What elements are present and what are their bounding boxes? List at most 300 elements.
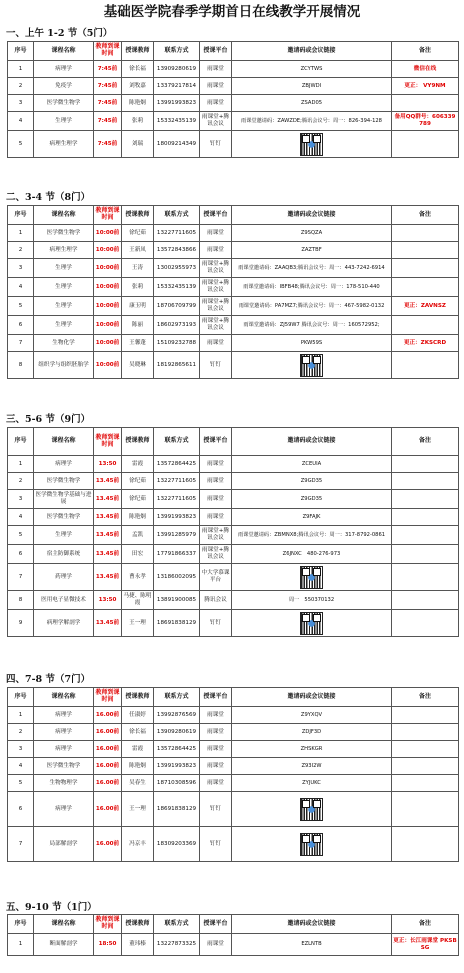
invite-code: [232, 564, 392, 591]
header-teacher: 授课教师: [122, 688, 154, 707]
row-number: 4: [8, 509, 34, 526]
teacher-name: 冯京丰: [122, 827, 154, 862]
header-platform: 授课平台: [200, 206, 232, 225]
teacher-name: 马捷、陈明霞: [122, 591, 154, 610]
teacher-name: 王涛: [122, 259, 154, 278]
header-teacher: 授课教师: [122, 428, 154, 456]
contact-phone: 13227873325: [154, 934, 200, 956]
invite-code: [232, 792, 392, 827]
row-number: 5: [8, 775, 34, 792]
platform: 雨课堂+腾讯会议: [200, 112, 232, 131]
course-name: 组织学与组织胚胎学: [34, 352, 94, 379]
row-number: 2: [8, 242, 34, 259]
row-number: 3: [8, 741, 34, 758]
platform: 雨课堂+腾讯会议: [200, 297, 232, 316]
course-name: 生物物理学: [34, 775, 94, 792]
header-teacher: 授课教师: [122, 42, 154, 61]
contact-phone: 13227711605: [154, 473, 200, 490]
remark: 更正： VY9NM: [392, 78, 459, 95]
teacher-name: 徐长福: [122, 61, 154, 78]
table-row: [8, 610, 459, 637]
table-header-row: [8, 42, 459, 61]
row-number: 2: [8, 473, 34, 490]
arrival-time: 10:00前: [94, 278, 122, 297]
teacher-name: 王新凤: [122, 242, 154, 259]
row-number: 6: [8, 545, 34, 564]
invite-code: Z93I2W: [232, 758, 392, 775]
table-header-row: [8, 206, 459, 225]
platform: 雨课堂: [200, 934, 232, 956]
teacher-name: 刘牧嘉: [122, 78, 154, 95]
platform: 钉钉: [200, 131, 232, 158]
arrival-time: 13.45前: [94, 526, 122, 545]
contact-phone: 15332435139: [154, 278, 200, 297]
row-number: 1: [8, 456, 34, 473]
table-row: [8, 827, 459, 862]
table-row: [8, 591, 459, 610]
remark: [392, 526, 459, 545]
arrival-time: 16.00前: [94, 724, 122, 741]
header-course: 课程名称: [34, 42, 94, 61]
row-number: 5: [8, 297, 34, 316]
invite-code: ZSAD05: [232, 95, 392, 112]
header-phone: 联系方式: [154, 915, 200, 934]
row-number: 3: [8, 259, 34, 278]
invite-code: [232, 352, 392, 379]
contact-phone: 18009214349: [154, 131, 200, 158]
qr-code-icon: [300, 798, 323, 821]
contact-phone: 13572843866: [154, 242, 200, 259]
teacher-name: 吴晓琳: [122, 352, 154, 379]
header-remark: 备注: [392, 206, 459, 225]
table-row: [8, 278, 459, 297]
contact-phone: 13572864425: [154, 456, 200, 473]
platform: 雨课堂: [200, 225, 232, 242]
contact-phone: 13891900085: [154, 591, 200, 610]
contact-phone: 13909280619: [154, 61, 200, 78]
invite-code: [232, 131, 392, 158]
header-time: 教师到课时间: [94, 915, 122, 934]
course-name: 病理学解剖学: [34, 610, 94, 637]
header-link: 邀请码或会议链接: [232, 915, 392, 934]
arrival-time: 10:00前: [94, 225, 122, 242]
contact-phone: 13002955973: [154, 259, 200, 278]
platform: 雨课堂: [200, 473, 232, 490]
section-title: 四、7-8 节（7门）: [6, 674, 91, 685]
course-name: 医用电子显微技术: [34, 591, 94, 610]
teacher-name: 刘瑞: [122, 131, 154, 158]
schedule-table: [7, 205, 459, 379]
row-number: 2: [8, 724, 34, 741]
table-row: [8, 112, 459, 131]
header-number: 序号: [8, 42, 34, 61]
arrival-time: 18:50: [94, 934, 122, 956]
arrival-time: 16.00前: [94, 758, 122, 775]
arrival-time: 16.00前: [94, 827, 122, 862]
remark: [392, 724, 459, 741]
header-remark: 备注: [392, 915, 459, 934]
contact-phone: 13227711605: [154, 225, 200, 242]
table-row: [8, 564, 459, 591]
schedule-table: [7, 41, 459, 158]
header-link: 邀请码或会议链接: [232, 206, 392, 225]
table-row: [8, 792, 459, 827]
arrival-time: 16.00前: [94, 741, 122, 758]
teacher-name: 陈艳炯: [122, 95, 154, 112]
arrival-time: 13.45前: [94, 490, 122, 509]
remark: [392, 259, 459, 278]
platform: 雨课堂+腾讯会议: [200, 526, 232, 545]
header-platform: 授课平台: [200, 42, 232, 61]
course-name: 医学微生物学: [34, 95, 94, 112]
contact-phone: 13572864425: [154, 741, 200, 758]
header-course: 课程名称: [34, 915, 94, 934]
remark: 更正：ZKSCRD: [392, 335, 459, 352]
header-time: 教师到课时间: [94, 428, 122, 456]
contact-phone: 18309203369: [154, 827, 200, 862]
course-name: 断面解剖学: [34, 934, 94, 956]
platform: 钉钉: [200, 792, 232, 827]
teacher-name: 王一理: [122, 792, 154, 827]
platform: 雨课堂: [200, 707, 232, 724]
remark: [392, 509, 459, 526]
invite-code: 雨课堂邀请码：ZAWZDE;腾讯会议号：周一：826-394-128: [232, 112, 392, 131]
row-number: 9: [8, 610, 34, 637]
table-row: [8, 456, 459, 473]
remark: [392, 131, 459, 158]
table-row: [8, 316, 459, 335]
header-link: 邀请码或会议链接: [232, 42, 392, 61]
remark: [392, 95, 459, 112]
arrival-time: 13:50: [94, 591, 122, 610]
section-title: 二、3-4 节（8门）: [6, 192, 91, 203]
section-title: 一、上午 1-2 节（5门）: [6, 28, 113, 39]
arrival-time: 10:00前: [94, 297, 122, 316]
teacher-name: 徐长福: [122, 724, 154, 741]
invite-code: Z9GD35: [232, 473, 392, 490]
teacher-name: 陈艳炯: [122, 758, 154, 775]
platform: 雨课堂+腾讯会议: [200, 316, 232, 335]
header-link: 邀请码或会议链接: [232, 688, 392, 707]
table-row: [8, 707, 459, 724]
platform: 雨课堂: [200, 509, 232, 526]
platform: 雨课堂+腾讯会议: [200, 545, 232, 564]
header-number: 序号: [8, 688, 34, 707]
table-row: [8, 131, 459, 158]
arrival-time: 7:45前: [94, 95, 122, 112]
header-phone: 联系方式: [154, 688, 200, 707]
contact-phone: 13991993823: [154, 95, 200, 112]
platform: 雨课堂: [200, 61, 232, 78]
arrival-time: 7:45前: [94, 112, 122, 131]
course-name: 生理学: [34, 316, 94, 335]
teacher-name: 吴春生: [122, 775, 154, 792]
header-number: 序号: [8, 915, 34, 934]
invite-code: 周一 550370132: [232, 591, 392, 610]
teacher-name: 陈艳炯: [122, 509, 154, 526]
table-header-row: [8, 428, 459, 456]
invite-code: ZHSKGR: [232, 741, 392, 758]
arrival-time: 13:50: [94, 456, 122, 473]
table-row: [8, 509, 459, 526]
course-name: 药理学: [34, 564, 94, 591]
row-number: 6: [8, 316, 34, 335]
arrival-time: 10:00前: [94, 335, 122, 352]
invite-code: ZCYTWS: [232, 61, 392, 78]
contact-phone: 13227711605: [154, 490, 200, 509]
invite-code: 雨课堂邀请码：PA7MZ7;腾讯会议号：周一：467-5982-0132: [232, 297, 392, 316]
platform: 腾讯会议: [200, 591, 232, 610]
header-number: 序号: [8, 428, 34, 456]
course-name: 生理学: [34, 297, 94, 316]
section-title: 五、9-10 节（1门）: [6, 902, 97, 913]
table-row: [8, 61, 459, 78]
header-platform: 授课平台: [200, 915, 232, 934]
platform: 雨课堂+腾讯会议: [200, 278, 232, 297]
remark: 更正：ZAVNSZ: [392, 297, 459, 316]
contact-phone: 18710308596: [154, 775, 200, 792]
course-name: 病理生理学: [34, 242, 94, 259]
invite-code: EZLNTB: [232, 934, 392, 956]
remark: [392, 564, 459, 591]
row-number: 4: [8, 278, 34, 297]
course-name: 免疫学: [34, 78, 94, 95]
arrival-time: 13.45前: [94, 610, 122, 637]
header-remark: 备注: [392, 428, 459, 456]
platform: 雨课堂: [200, 95, 232, 112]
teacher-name: 徐纪茹: [122, 473, 154, 490]
table-row: [8, 242, 459, 259]
table-row: [8, 95, 459, 112]
header-time: 教师到课时间: [94, 688, 122, 707]
remark: [392, 242, 459, 259]
arrival-time: 16.00前: [94, 792, 122, 827]
header-course: 课程名称: [34, 206, 94, 225]
qr-code-icon: [300, 133, 323, 156]
remark: [392, 792, 459, 827]
platform: 雨课堂: [200, 456, 232, 473]
table-row: [8, 934, 459, 956]
qr-code-icon: [300, 354, 323, 377]
remark: 备用QQ群号：606339789: [392, 112, 459, 131]
course-name: 病理学: [34, 741, 94, 758]
arrival-time: 7:45前: [94, 78, 122, 95]
arrival-time: 7:45前: [94, 61, 122, 78]
section-title: 三、5-6 节（9门）: [6, 414, 91, 425]
contact-phone: 18706709799: [154, 297, 200, 316]
header-phone: 联系方式: [154, 428, 200, 456]
header-number: 序号: [8, 206, 34, 225]
platform: 中大学慕课平台: [200, 564, 232, 591]
teacher-name: 王一理: [122, 610, 154, 637]
table-row: [8, 225, 459, 242]
table-row: [8, 741, 459, 758]
table-row: [8, 758, 459, 775]
row-number: 4: [8, 112, 34, 131]
teacher-name: 张莉: [122, 112, 154, 131]
platform: 雨课堂: [200, 775, 232, 792]
teacher-name: 孟凯: [122, 526, 154, 545]
teacher-name: 王馨蓬: [122, 335, 154, 352]
invite-code: Z9SQZA: [232, 225, 392, 242]
remark: [392, 278, 459, 297]
table-header-row: [8, 915, 459, 934]
course-name: 生物化学: [34, 335, 94, 352]
contact-phone: 18192865611: [154, 352, 200, 379]
schedule-table: [7, 914, 459, 956]
header-time: 教师到课时间: [94, 206, 122, 225]
teacher-name: 曹永孝: [122, 564, 154, 591]
row-number: 6: [8, 792, 34, 827]
table-row: [8, 352, 459, 379]
table-row: [8, 545, 459, 564]
table-row: [8, 78, 459, 95]
header-platform: 授课平台: [200, 428, 232, 456]
platform: 钉钉: [200, 352, 232, 379]
invite-code: 雨课堂邀请码：ZBMNX8;腾讯会议号：周一：317-8792-0861: [232, 526, 392, 545]
course-name: 生理学: [34, 278, 94, 297]
remark: [392, 707, 459, 724]
course-name: 医学微生物学: [34, 509, 94, 526]
row-number: 5: [8, 526, 34, 545]
contact-phone: 13991993823: [154, 758, 200, 775]
page-title: 基础医学院春季学期首日在线教学开展情况: [103, 4, 361, 20]
invite-code: [232, 610, 392, 637]
contact-phone: 15332435139: [154, 112, 200, 131]
course-name: 局部解剖学: [34, 827, 94, 862]
header-link: 邀请码或会议链接: [232, 428, 392, 456]
row-number: 7: [8, 564, 34, 591]
row-number: 3: [8, 95, 34, 112]
platform: 雨课堂: [200, 724, 232, 741]
table-row: [8, 775, 459, 792]
table-row: [8, 259, 459, 278]
invite-code: PKW59S: [232, 335, 392, 352]
teacher-name: 徐纪茹: [122, 225, 154, 242]
arrival-time: 7:45前: [94, 131, 122, 158]
table-row: [8, 473, 459, 490]
table-row: [8, 297, 459, 316]
remark: [392, 827, 459, 862]
platform: 雨课堂: [200, 242, 232, 259]
platform: 雨课堂: [200, 490, 232, 509]
platform: 雨课堂+腾讯会议: [200, 259, 232, 278]
arrival-time: 13.45前: [94, 545, 122, 564]
contact-phone: 13992876569: [154, 707, 200, 724]
platform: 钉钉: [200, 827, 232, 862]
table-row: [8, 526, 459, 545]
platform: 雨课堂: [200, 741, 232, 758]
contact-phone: 18691838129: [154, 792, 200, 827]
invite-code: [232, 827, 392, 862]
table-row: [8, 724, 459, 741]
row-number: 7: [8, 335, 34, 352]
course-name: 医学微生物学: [34, 758, 94, 775]
row-number: 8: [8, 352, 34, 379]
contact-phone: 18691838129: [154, 610, 200, 637]
course-name: 病理学: [34, 707, 94, 724]
schedule-table: [7, 687, 459, 862]
teacher-name: 雷霞: [122, 741, 154, 758]
contact-phone: 13991993823: [154, 509, 200, 526]
row-number: 3: [8, 490, 34, 509]
invite-code: ZAZTBF: [232, 242, 392, 259]
invite-code: Z9FAJK: [232, 509, 392, 526]
invite-code: Z9GD35: [232, 490, 392, 509]
invite-code: 雨课堂邀请码：ZJ59W7 腾讯会议号：周一：160572952;: [232, 316, 392, 335]
row-number: 1: [8, 61, 34, 78]
remark: [392, 545, 459, 564]
remark: [392, 316, 459, 335]
course-name: 病理学: [34, 456, 94, 473]
remark: [392, 490, 459, 509]
course-name: 病理生理学: [34, 131, 94, 158]
header-platform: 授课平台: [200, 688, 232, 707]
row-number: 8: [8, 591, 34, 610]
invite-code: 雨课堂邀请码：ZAAQB3;腾讯会议号：周一：443-7242-6914: [232, 259, 392, 278]
table-row: [8, 335, 459, 352]
arrival-time: 10:00前: [94, 316, 122, 335]
header-remark: 备注: [392, 42, 459, 61]
contact-phone: 17791866337: [154, 545, 200, 564]
qr-code-icon: [300, 833, 323, 856]
course-name: 医学微生物学: [34, 225, 94, 242]
arrival-time: 10:00前: [94, 352, 122, 379]
platform: 雨课堂: [200, 78, 232, 95]
contact-phone: 13991285979: [154, 526, 200, 545]
course-name: 生理学: [34, 112, 94, 131]
remark: [392, 758, 459, 775]
row-number: 1: [8, 707, 34, 724]
row-number: 7: [8, 827, 34, 862]
invite-code: Z6JNXC 480-276-973: [232, 545, 392, 564]
row-number: 1: [8, 934, 34, 956]
invite-code: ZDJF3D: [232, 724, 392, 741]
header-remark: 备注: [392, 688, 459, 707]
course-name: 医学微生物学: [34, 473, 94, 490]
row-number: 1: [8, 225, 34, 242]
qr-code-icon: [300, 566, 323, 589]
arrival-time: 16.00前: [94, 775, 122, 792]
header-teacher: 授课教师: [122, 206, 154, 225]
contact-phone: 18602973193: [154, 316, 200, 335]
invite-code: ZBJWDI: [232, 78, 392, 95]
remark: 微信在线: [392, 61, 459, 78]
header-course: 课程名称: [34, 428, 94, 456]
teacher-name: 陈丽: [122, 316, 154, 335]
arrival-time: 16.00前: [94, 707, 122, 724]
table-header-row: [8, 688, 459, 707]
course-name: 宿主防御系统: [34, 545, 94, 564]
remark: [392, 456, 459, 473]
remark: [392, 473, 459, 490]
header-course: 课程名称: [34, 688, 94, 707]
contact-phone: 13186002095: [154, 564, 200, 591]
course-name: 医学微生物学基础与进展: [34, 490, 94, 509]
teacher-name: 任淑婷: [122, 707, 154, 724]
platform: 雨课堂: [200, 335, 232, 352]
remark: [392, 610, 459, 637]
table-row: [8, 490, 459, 509]
arrival-time: 13.45前: [94, 509, 122, 526]
teacher-name: 徐纪茹: [122, 490, 154, 509]
remark: 更正：长江雨课堂 PKSBSG: [392, 934, 459, 956]
arrival-time: 13.45前: [94, 564, 122, 591]
arrival-time: 10:00前: [94, 242, 122, 259]
remark: [392, 741, 459, 758]
course-name: 生理学: [34, 526, 94, 545]
schedule-table: [7, 427, 459, 637]
